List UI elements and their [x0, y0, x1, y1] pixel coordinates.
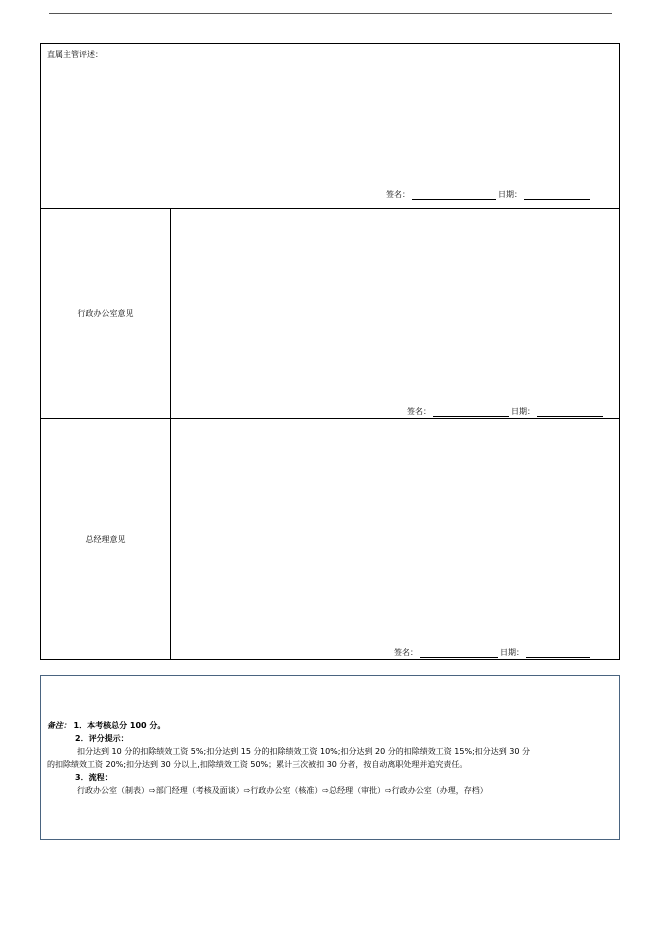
- signature-label: 签名：: [394, 648, 418, 657]
- notes-title: 备注：: [47, 721, 71, 730]
- date-label: 日期：: [511, 407, 535, 416]
- admin-office-label-cell: [41, 209, 171, 418]
- signature-label: 签名：: [407, 407, 431, 416]
- notes-box: [40, 675, 620, 840]
- review-form-table: [40, 43, 620, 660]
- note-item-2-line-2: 的扣除绩效工资 20%;扣分达到 30 分以上,扣除绩效工资 50%；累计三次被扣 30 分者，按自动离职处理并追究责任。: [47, 760, 468, 769]
- signature-blank[interactable]: [412, 191, 496, 200]
- date-blank[interactable]: [524, 191, 590, 200]
- date-blank[interactable]: [526, 649, 590, 658]
- gm-signature-row: [394, 647, 592, 658]
- signature-blank[interactable]: [420, 649, 498, 658]
- date-blank[interactable]: [537, 408, 603, 417]
- header-rule: [49, 13, 612, 14]
- signature-label: 签名：: [386, 190, 410, 199]
- admin-office-section: [41, 209, 619, 419]
- note-item-1: [47, 719, 615, 732]
- notes-content: [47, 719, 615, 797]
- date-label: 日期：: [500, 648, 524, 657]
- note-item-2-title: 2．评分提示：: [75, 734, 129, 743]
- supervisor-signature-row: [386, 189, 592, 200]
- note-item-3-title: 3．流程：: [75, 773, 113, 782]
- supervisor-comment-label: 直属主管评述：: [47, 50, 103, 59]
- admin-signature-row: [407, 406, 605, 417]
- general-manager-label: 总经理意见: [85, 534, 126, 544]
- admin-office-label: 行政办公室意见: [77, 309, 134, 318]
- signature-blank[interactable]: [433, 408, 509, 417]
- note-item-3-text: 行政办公室（制表）⇨部门经理（考核及面谈）⇨行政办公室（核准）⇨总经理（审批）⇨行政办公室（办理，存档）: [77, 786, 488, 795]
- date-label: 日期：: [498, 190, 522, 199]
- supervisor-comment-section[interactable]: [41, 44, 619, 209]
- note-item-2-line-1: 扣分达到 10 分的扣除绩效工资 5%;扣分达到 15 分的扣除绩效工资 10%;扣分达到 20 分的扣除绩效工资 15%;扣分达到 30 分: [77, 747, 531, 756]
- general-manager-label-cell: [41, 419, 171, 659]
- general-manager-section: [41, 419, 619, 659]
- note-item-1-text: 1．本考核总分 100 分。: [73, 721, 166, 730]
